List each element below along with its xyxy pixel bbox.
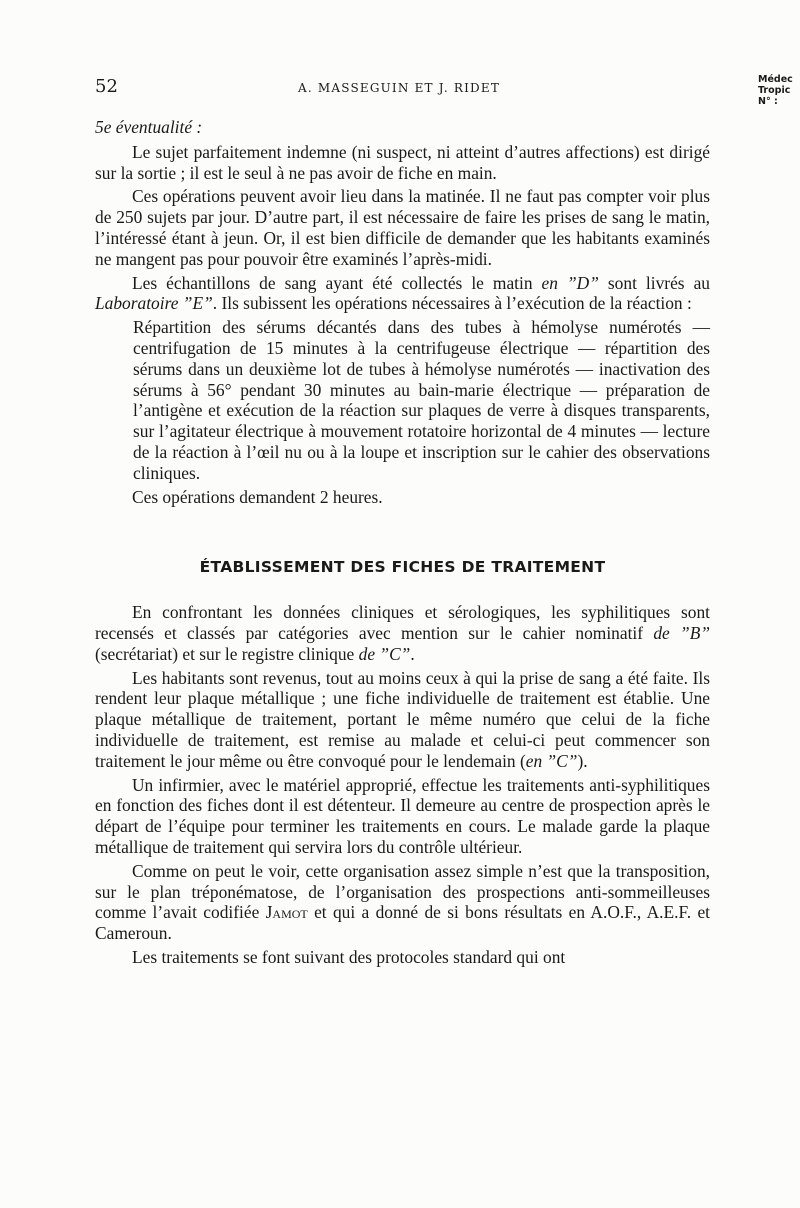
author-name: Jamot bbox=[265, 902, 308, 923]
body-text bbox=[95, 117, 710, 971]
section-title: ÉTABLISSEMENT DES FICHES DE TRAITEMENT bbox=[199, 558, 606, 577]
paragraph: Ces opérations peuvent avoir lieu dans la matinée. Il ne faut pas compter voir plus de 250 sujets par jour. D’autre part, il est nécessaire de faire les prises de sang le matin, l’intéressé étant à jeun. Or, il est bien difficile de demander que les habitants examinés ne mangent pas pour pouvoir être examinés l’après-midi. bbox=[95, 186, 710, 269]
text-run: . Ils subissent les opérations nécessaires à l’exécution de la réaction : bbox=[212, 293, 692, 314]
paragraph bbox=[95, 668, 710, 772]
paragraph: Le sujet parfaitement indemne (ni suspect, ni atteint d’autres affections) est dirigé sur la sortie ; il est le seul à ne pas avoir de fiche en main. bbox=[95, 141, 710, 183]
subhead-eventualite: 5e éventualité : bbox=[95, 117, 203, 137]
margin-note-line: N° : bbox=[758, 96, 778, 107]
italic-ref: Laboratoire ”E” bbox=[95, 293, 213, 314]
text-run: ). bbox=[577, 750, 588, 771]
text-run: Les échantillons de sang ayant été collectés le matin bbox=[132, 272, 542, 293]
page-header bbox=[0, 76, 800, 116]
paragraph bbox=[95, 861, 710, 944]
text-run: et qui a donné de si bons résultats en A.O.F., A.E.F. et Cameroun. bbox=[95, 902, 710, 944]
text-run: (secrétariat) et sur le registre clinique bbox=[95, 643, 359, 664]
text-run: sont livrés au bbox=[598, 272, 710, 293]
text-run: . bbox=[410, 643, 415, 664]
paragraph: Ces opérations demandent 2 heures. bbox=[132, 486, 383, 507]
italic-ref: en ”C” bbox=[525, 750, 578, 771]
paragraph: Les traitements se font suivant des protocoles standard qui ont bbox=[132, 946, 566, 967]
paragraph: Un infirmier, avec le matériel approprié, effectue les traitements anti-syphilitiques en fonction des fiches dont il est détenteur. Il demeure au centre de prospection après le départ de l’équipe pour terminer les traitements en cours. Le malade garde la plaque métallique de traitement qui servira lors du contrôle ultérieur. bbox=[95, 774, 710, 857]
text-run: En confrontant les données cliniques et sérologiques, les syphilitiques sont recensés et classés par catégories avec mention sur le cahier nominatif bbox=[95, 602, 710, 643]
procedure-quote: Répartition des sérums décantés dans des tubes à hémolyse numérotés — centrifugation de 15 minutes à la centrifugeuse électrique — répartition des sérums dans un deuxième lot de tubes à hémolyse numérotés — inactivation des sérums à 56° pendant 30 minutes au bain-marie électrique — préparation de l’antigène et exécution de la réaction sur plaques de verre à disques transparents, sur l’agitateur électrique à mouvement rotatoire horizontal de 4 minutes — lecture de la réaction à l’œil nu ou à la loupe et inscription sur le cahier des observations cliniques. bbox=[133, 317, 710, 483]
margin-note-line: Médec bbox=[758, 74, 793, 85]
paragraph bbox=[95, 602, 710, 664]
running-head: A. MASSEGUIN ET J. RIDET bbox=[298, 81, 501, 95]
italic-ref: de ”B” bbox=[653, 622, 710, 643]
text-run: Comme on peut le voir, cette organisation assez simple n’est que la transposition, sur le plan tréponématose, de l’organisation des prospections anti-sommeilleuses comme l’avait codifiée bbox=[95, 860, 710, 923]
margin-note-line: Tropic bbox=[758, 85, 791, 96]
italic-ref: en ”D” bbox=[541, 272, 599, 293]
paragraph bbox=[95, 273, 710, 315]
page-number: 52 bbox=[95, 76, 118, 97]
text-run: Les habitants sont revenus, tout au moins ceux à qui la prise de sang a été faite. Ils rendent leur plaque métallique ; une fiche individuelle de traitement est établie. Une plaque métallique de traitement, portant le même numéro que celui de la fiche individuelle de traitement, est remise au malade et celui-ci peut commencer son traitement le jour même ou être convoqué pour le lendemain ( bbox=[95, 667, 710, 771]
italic-ref: de ”C” bbox=[358, 643, 411, 664]
margin-note bbox=[758, 74, 793, 107]
